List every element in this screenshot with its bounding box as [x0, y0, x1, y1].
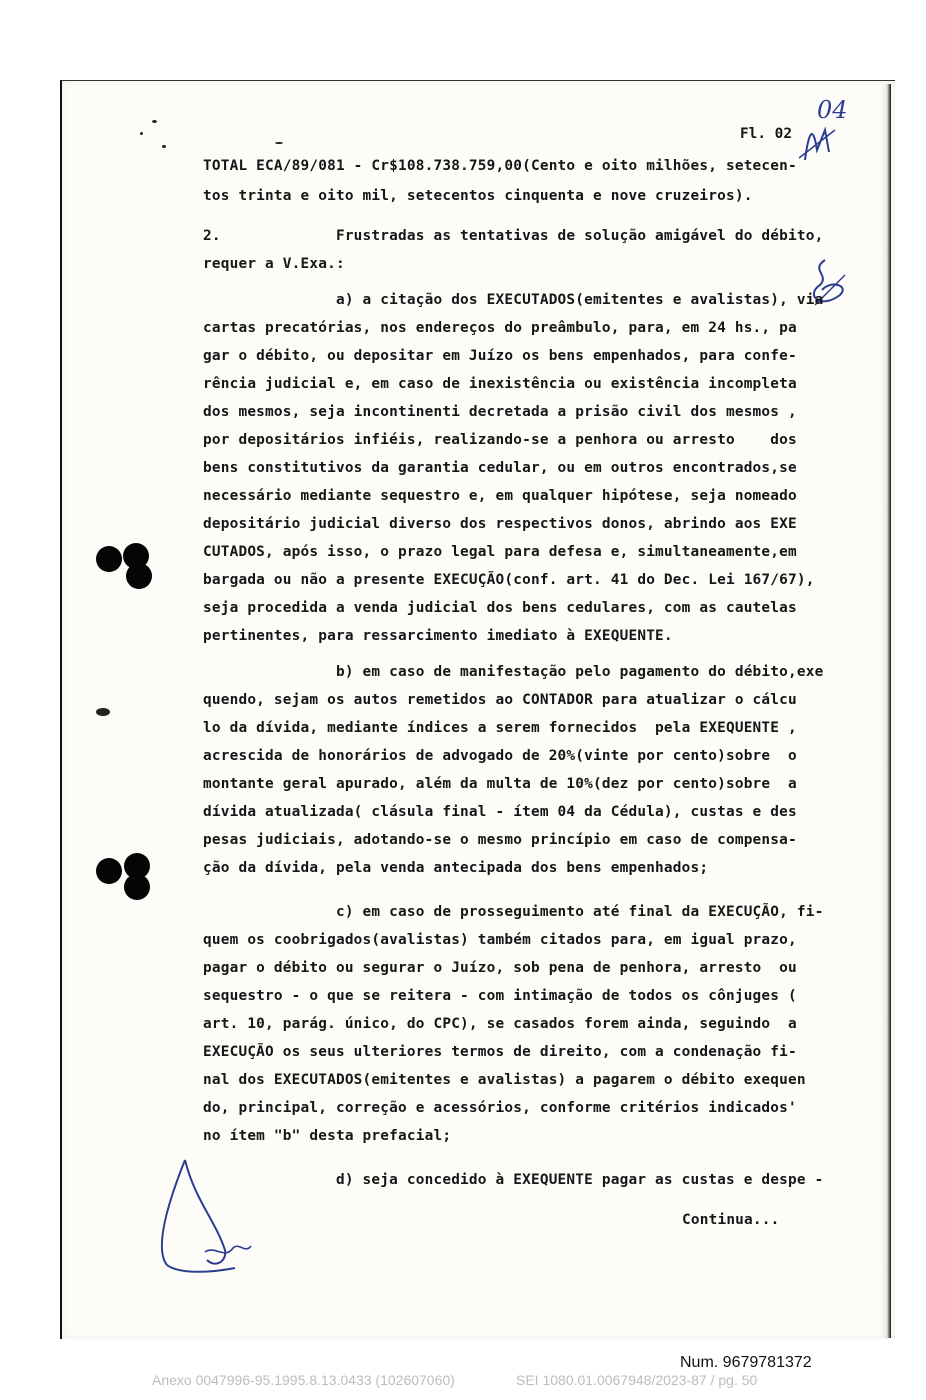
body-line: necessário mediante sequestro e, em qualquer hipótese, seja nomeado	[203, 488, 797, 504]
body-line: CUTADOS, após isso, o prazo legal para defesa e, simultaneamente,em	[203, 544, 797, 560]
body-line: EXECUÇÃO os seus ulteriores termos de direito, com a condenação fi-	[203, 1044, 797, 1060]
body-line: tos trinta e oito mil, setecentos cinquenta e nove cruzeiros).	[203, 188, 753, 204]
body-line: quem os coobrigados(avalistas) também citados para, em igual prazo,	[203, 932, 797, 948]
body-line: dos mesmos, seja incontinenti decretada a prisão civil dos mesmos ,	[203, 404, 797, 420]
body-line: lo da dívida, mediante índices a serem fornecidos pela EXEQUENTE ,	[203, 720, 797, 736]
body-line: dívida atualizada( clásula final - ítem 04 da Cédula), custas e des	[203, 804, 797, 820]
body-line: quendo, sejam os autos remetidos ao CONTADOR para atualizar o cálcu	[203, 692, 797, 708]
body-line: depositário judicial diverso dos respectivos donos, abrindo aos EXE	[203, 516, 797, 532]
body-line: rência judicial e, em caso de inexistência ou existência incompleta	[203, 376, 797, 392]
scan-speck	[275, 142, 283, 144]
body-line: ção da dívida, pela venda antecipada dos bens empenhados;	[203, 860, 709, 876]
body-line: pesas judiciais, adotando-se o mesmo princípio em caso de compensa-	[203, 832, 797, 848]
punch-hole	[124, 874, 150, 900]
body-line: c) em caso de prosseguimento até final da EXECUÇÃO, fi-	[203, 904, 824, 920]
body-line: no ítem "b" desta prefacial;	[203, 1128, 452, 1144]
body-line: nal dos EXECUTADOS(emitentes e avalistas) a pagarem o débito exequen	[203, 1072, 806, 1088]
scan-speck	[162, 145, 166, 148]
body-line: seja procedida a venda judicial dos bens cedulares, com as cautelas	[203, 600, 797, 616]
handwritten-page-number: 04	[817, 96, 848, 124]
page-edge-shadow	[881, 84, 891, 1338]
folio-number: Fl. 02	[740, 126, 792, 142]
punch-hole	[96, 546, 122, 572]
body-line: pertinentes, para ressarcimento imediato à EXEQUENTE.	[203, 628, 673, 644]
body-line: d) seja concedido à EXEQUENTE pagar as custas e despe -	[203, 1172, 824, 1188]
body-line: cartas precatórias, nos endereços do preâmbulo, para, em 24 hs., pa	[203, 320, 797, 336]
scan-speck	[96, 708, 110, 716]
scan-speck	[152, 120, 157, 123]
body-line: requer a V.Exa.:	[203, 256, 345, 272]
punch-hole	[96, 858, 122, 884]
body-line: pagar o débito ou segurar o Juízo, sob pena de penhora, arresto ou	[203, 960, 797, 976]
footer-left: Anexo 0047996-95.1995.8.13.0433 (102607060)	[152, 1372, 455, 1388]
continua-label: Continua...	[682, 1212, 780, 1228]
body-line: b) em caso de manifestação pelo pagamento do débito,exe	[203, 664, 824, 680]
body-line: do, principal, correção e acessórios, conforme critérios indicados'	[203, 1100, 797, 1116]
body-line: TOTAL ECA/89/081 - Cr$108.738.759,00(Cento e oito milhões, setecen-	[203, 158, 797, 174]
punch-hole	[126, 563, 152, 589]
footer-right: SEI 1080.01.0067948/2023-87 / pg. 50	[516, 1372, 758, 1388]
body-line: por depositários infiéis, realizando-se a penhora ou arresto dos	[203, 432, 797, 448]
body-line: 2. Frustradas as tentativas de solução amigável do débito,	[203, 228, 824, 244]
handwritten-signature	[155, 1150, 265, 1280]
body-line: gar o débito, ou depositar em Juízo os bens empenhados, para confe-	[203, 348, 797, 364]
document-number: Num. 9679781372	[680, 1354, 812, 1371]
scan-speck	[140, 132, 143, 135]
body-line: montante geral apurado, além da multa de 10%(dez por cento)sobre a	[203, 776, 797, 792]
body-line: a) a citação dos EXECUTADOS(emitentes e avalistas), via	[203, 292, 824, 308]
body-line: acrescida de honorários de advogado de 20%(vinte por cento)sobre o	[203, 748, 797, 764]
handwritten-page-mark	[795, 90, 875, 170]
body-line: bargada ou não a presente EXECUÇÃO(conf. art. 41 do Dec. Lei 167/67),	[203, 572, 815, 588]
body-line: sequestro - o que se reitera - com intimação de todos os cônjuges (	[203, 988, 797, 1004]
body-line: bens constitutivos da garantia cedular, ou em outros encontrados,se	[203, 460, 797, 476]
body-line: art. 10, parág. único, do CPC), se casados forem ainda, seguindo a	[203, 1016, 797, 1032]
